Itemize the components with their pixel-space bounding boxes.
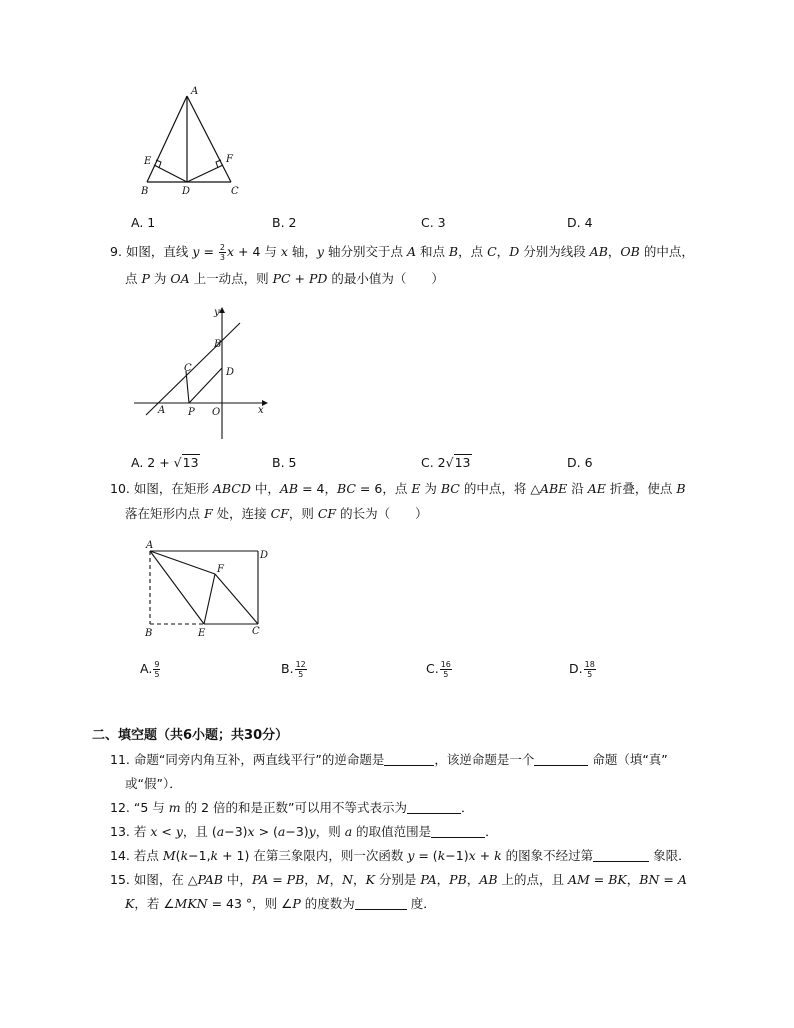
q8-label-c: C bbox=[231, 186, 239, 197]
q9-option-c: C. 2√13 bbox=[421, 455, 471, 470]
q11-number: 11. bbox=[110, 752, 130, 767]
q8-line-ab bbox=[147, 96, 187, 182]
q9-label-p: P bbox=[188, 407, 195, 418]
q10-label-f: F bbox=[217, 564, 224, 575]
section-title: 二、填空题（共6小题；共30分） bbox=[92, 728, 289, 743]
q15-blank bbox=[355, 909, 407, 910]
q8-label-a: A bbox=[191, 86, 199, 97]
q10-option-a: A. $\frac{9}{5}$ bbox=[140, 660, 160, 679]
q15-line-2: K，若 ∠MKN = 43 °，则 ∠P 的度数为 度． bbox=[125, 896, 436, 911]
q8-option-c: C. 3 bbox=[421, 215, 446, 230]
q8-label-b: B bbox=[141, 186, 149, 197]
q11-line-1: 11. 命题“同旁内角互补，两直线平行”的逆命题是 ，该逆命题是一个 命题（填“真” bbox=[110, 752, 668, 767]
q10-label-c: C bbox=[252, 626, 260, 637]
q9-label-o: O bbox=[212, 407, 221, 418]
q14-number: 14. bbox=[110, 848, 130, 863]
q9-y-arrow bbox=[219, 307, 225, 313]
q10-number: 10. bbox=[110, 481, 130, 496]
q15-number: 15. bbox=[110, 872, 130, 887]
q9-label-y: y bbox=[214, 307, 220, 318]
q8-figure bbox=[135, 84, 250, 199]
q10-line-fe bbox=[204, 574, 215, 624]
q8-label-d: D bbox=[182, 186, 191, 197]
q10-line-2: 落在矩形内点 F 处，连接 CF，则 CF 的长为（ ） bbox=[125, 506, 428, 521]
q8-line-ac bbox=[187, 96, 231, 182]
q10-option-c: C. $\frac{16}{5}$ bbox=[426, 660, 451, 679]
q11-blank-1 bbox=[384, 765, 434, 766]
q10-line-ae bbox=[150, 551, 204, 624]
q9-label-c: C bbox=[184, 363, 192, 374]
q9-label-x: x bbox=[258, 405, 264, 416]
q9-option-d: D. 6 bbox=[567, 455, 593, 470]
q9-line-pd bbox=[189, 368, 222, 403]
q9-line-pc bbox=[186, 371, 189, 403]
q9-option-a: A. 2 + √13 bbox=[131, 455, 199, 470]
q10-option-b: B. $\frac{12}{5}$ bbox=[281, 660, 306, 679]
q13-blank bbox=[431, 837, 485, 838]
q8-label-e: E bbox=[144, 156, 152, 167]
q10-line-af bbox=[150, 551, 215, 574]
q9-label-b: B bbox=[214, 339, 222, 350]
q9-line-1: 9. 如图，直线 y = $\frac{2}{3}$ x + 4 与 x 轴，y 轴分别交于点 A 和点 B，点 C，D 分别为线段 AB，OB 的中点， bbox=[110, 243, 694, 262]
q14-blank bbox=[593, 861, 649, 862]
q10-label-d: D bbox=[260, 550, 269, 561]
q12-line: 12. “5 与 m 的 2 倍的和是正数”可以用不等式表示为 ． bbox=[110, 800, 474, 815]
q10-figure bbox=[140, 536, 275, 641]
q9-fraction: $\frac{2}{3}$ bbox=[219, 243, 225, 262]
q9-number: 9. bbox=[110, 244, 122, 259]
q10-line-1: 10. 如图，在矩形 ABCD 中，AB = 4，BC = 6，点 E 为 BC 的中点，将 △ABE 沿 AE 折叠，使点 B bbox=[110, 481, 686, 496]
q8-option-b: B. 2 bbox=[272, 215, 297, 230]
q13-line: 13. 若 x < y，且 (a−3)x > (a−3)y，则 a 的取值范围是 ． bbox=[110, 824, 498, 839]
q12-blank bbox=[407, 813, 461, 814]
q9-figure bbox=[130, 305, 275, 445]
q10-label-a: A bbox=[146, 540, 154, 551]
q10-line-fc bbox=[215, 574, 258, 624]
q9-label-a: A bbox=[158, 405, 166, 416]
q8-option-d: D. 4 bbox=[567, 215, 593, 230]
q11-line-2: 或“假”）． bbox=[125, 776, 182, 791]
q10-option-d: D. $\frac{18}{5}$ bbox=[569, 660, 595, 679]
q8-label-f: F bbox=[226, 154, 233, 165]
q10-label-b: B bbox=[145, 628, 153, 639]
q12-number: 12. bbox=[110, 800, 130, 815]
q9-line-2: 点 P 为 OA 上一动点，则 PC + PD 的最小值为（ ） bbox=[125, 271, 444, 286]
q9-label-d: D bbox=[226, 367, 235, 378]
q15-line-1: 15. 如图，在 △PAB 中，PA = PB，M，N，K 分别是 PA，PB，AB 上的点，且 AM = BK，BN = A bbox=[110, 872, 687, 887]
q10-label-e: E bbox=[198, 628, 206, 639]
q13-number: 13. bbox=[110, 824, 130, 839]
q14-line: 14. 若点 M(k−1,k + 1) 在第三象限内，则一次函数 y = (k−1)x + k 的图象不经过第 象限． bbox=[110, 848, 691, 863]
q9-option-b: B. 5 bbox=[272, 455, 297, 470]
q8-option-a: A. 1 bbox=[131, 215, 156, 230]
q11-blank-2 bbox=[534, 765, 588, 766]
